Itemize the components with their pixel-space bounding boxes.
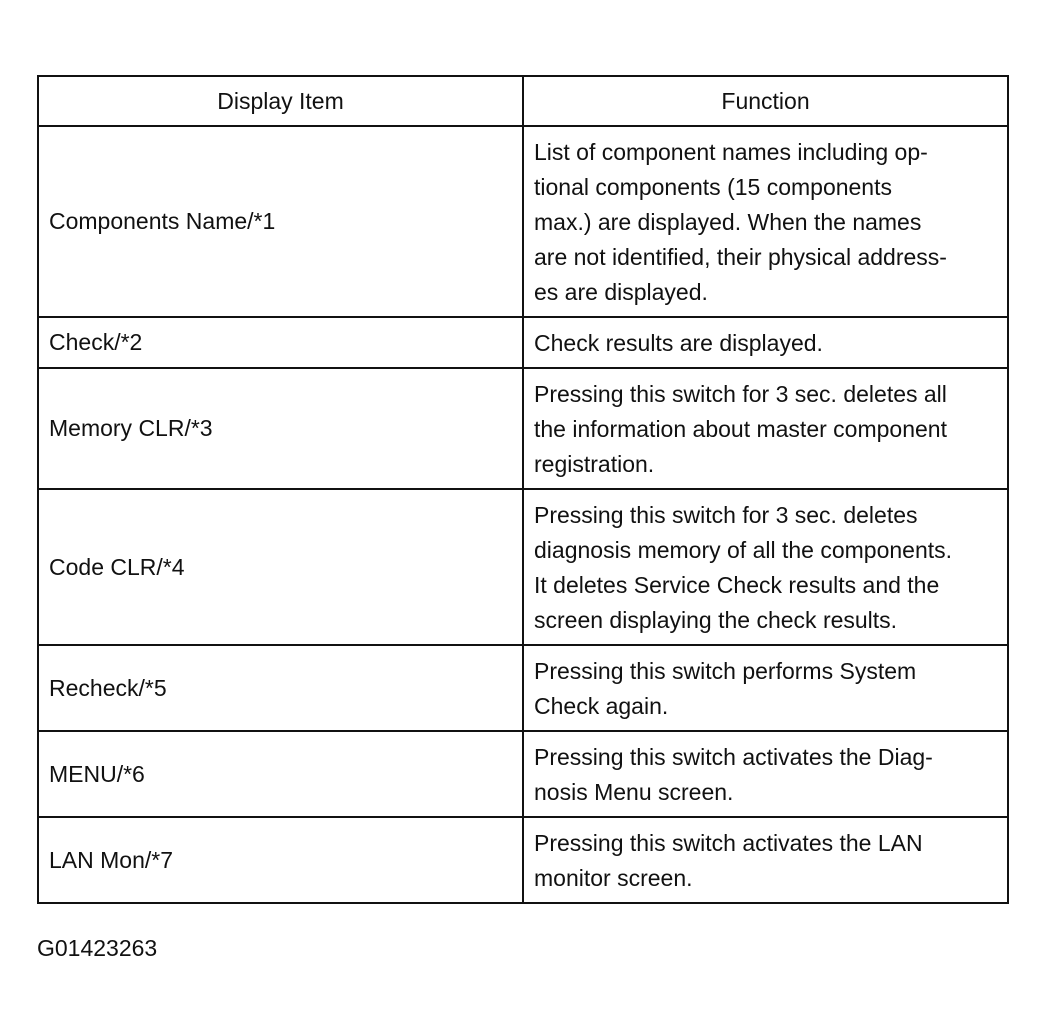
function-line: screen displaying the check results. — [534, 607, 898, 633]
function-line: max.) are displayed. When the names — [534, 209, 922, 235]
table-row — [38, 126, 1008, 317]
table-row — [38, 645, 1008, 731]
function-line: tional components (15 components — [534, 174, 892, 200]
function-cell — [523, 489, 1008, 645]
function-line: nosis Menu screen. — [534, 779, 734, 805]
display-item-cell: MENU/*6 — [38, 731, 523, 817]
function-line: It deletes Service Check results and the — [534, 572, 940, 598]
function-cell — [523, 817, 1008, 903]
table-row — [38, 368, 1008, 489]
function-line: Pressing this switch for 3 sec. deletes all — [534, 381, 947, 407]
function-cell — [523, 368, 1008, 489]
function-line: Pressing this switch performs System — [534, 658, 917, 684]
table-body — [38, 126, 1008, 903]
function-line: Pressing this switch activates the Diag- — [534, 744, 933, 770]
header-function: Function — [523, 76, 1008, 126]
function-line: es are displayed. — [534, 279, 708, 305]
function-cell — [523, 731, 1008, 817]
function-line: are not identified, their physical address- — [534, 244, 947, 270]
display-item-cell: LAN Mon/*7 — [38, 817, 523, 903]
display-item-cell: Check/*2 — [38, 317, 523, 368]
table-row — [38, 817, 1008, 903]
function-cell — [523, 126, 1008, 317]
display-item-cell: Components Name/*1 — [38, 126, 523, 317]
function-cell — [523, 645, 1008, 731]
function-line: the information about master component — [534, 416, 947, 442]
function-cell — [523, 317, 1008, 368]
table-row — [38, 731, 1008, 817]
table-row — [38, 317, 1008, 368]
function-line: Check again. — [534, 693, 669, 719]
table-header-row — [38, 76, 1008, 126]
function-line: Pressing this switch activates the LAN — [534, 830, 923, 856]
display-item-cell: Memory CLR/*3 — [38, 368, 523, 489]
function-line: diagnosis memory of all the components. — [534, 537, 953, 563]
function-line: Check results are displayed. — [534, 330, 823, 356]
function-line: List of component names including op- — [534, 139, 928, 165]
display-item-cell: Recheck/*5 — [38, 645, 523, 731]
header-display-item: Display Item — [38, 76, 523, 126]
table-row — [38, 489, 1008, 645]
display-item-table — [37, 75, 1009, 904]
figure-id: G01423263 — [37, 935, 158, 961]
display-item-cell: Code CLR/*4 — [38, 489, 523, 645]
function-line: monitor screen. — [534, 865, 693, 891]
function-line: Pressing this switch for 3 sec. deletes — [534, 502, 918, 528]
function-line: registration. — [534, 451, 655, 477]
